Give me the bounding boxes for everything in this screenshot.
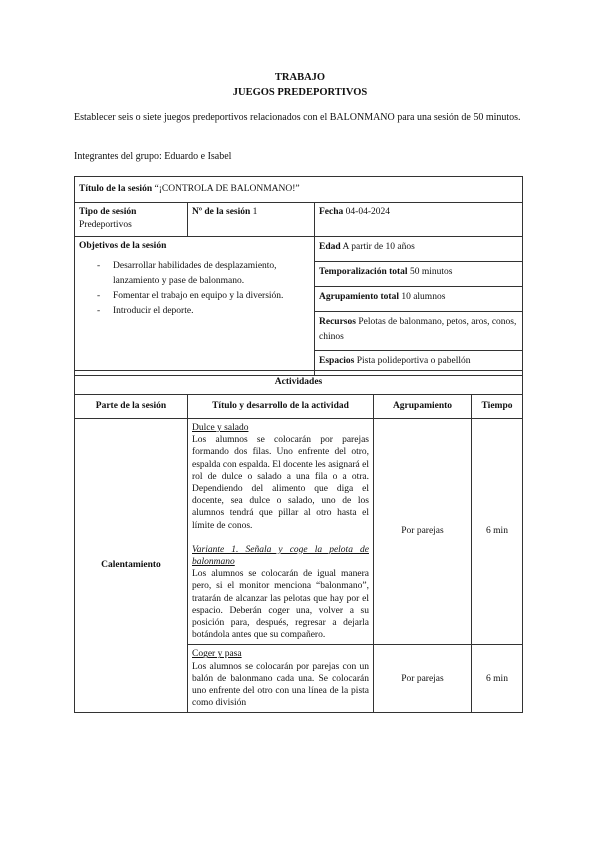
column-header-part: Parte de la sesión bbox=[75, 395, 188, 419]
objectives-list bbox=[79, 259, 310, 319]
document-title: TRABAJO bbox=[274, 72, 326, 83]
activity-cell bbox=[188, 645, 374, 713]
intro-paragraph: Establecer seis o siete juegos predeportivos relacionados con el BALONMANO para una sesión de 50 minutos. bbox=[74, 112, 521, 123]
session-type-value: Predeportivos bbox=[79, 219, 132, 230]
session-number-cell bbox=[188, 203, 315, 237]
activity-variant-description: Los alumnos se colocarán de igual manera pero, si el monitor menciona “balonmano”, tratarán de alcanzar las pelotas que hay por el espacio. Deberán coger una, volver a su posición para, después, regresar a dejarla botándola antes que su compañero. bbox=[192, 569, 369, 641]
session-title-cell bbox=[75, 177, 523, 203]
session-date-cell bbox=[315, 203, 523, 237]
resources-row bbox=[315, 312, 522, 351]
activity-grouping: Por parejas bbox=[374, 419, 472, 645]
activity-description: Los alumnos se colocarán por parejas con un balón de balonmano cada una. Se colocarán uno enfrente del otro con una línea de la pista como división bbox=[192, 661, 369, 709]
activities-heading: Actividades bbox=[274, 377, 323, 388]
objective-item: - Fomentar el trabajo en equipo y la diversión. bbox=[113, 289, 310, 304]
time-label: Temporalización total bbox=[319, 267, 408, 277]
objective-item: - Introducir el deporte. bbox=[113, 304, 310, 319]
document-subtitle: JUEGOS PREDEPORTIVOS bbox=[232, 87, 368, 98]
time-row bbox=[315, 262, 522, 287]
activity-time: 6 min bbox=[472, 419, 523, 645]
activity-title: Dulce y salado bbox=[192, 423, 249, 433]
grouping-row bbox=[315, 287, 522, 312]
resources-label: Recursos bbox=[319, 317, 356, 327]
activity-time: 6 min bbox=[472, 645, 523, 713]
session-title-value: “¡CONTROLA DE BALONMANO!” bbox=[154, 184, 300, 195]
session-part-cell bbox=[75, 419, 188, 713]
session-details-cell bbox=[315, 237, 523, 376]
grouping-value: 10 alumnos bbox=[401, 292, 446, 302]
session-part-label: Calentamiento bbox=[101, 560, 161, 571]
group-members: Integrantes del grupo: Eduardo e Isabel bbox=[74, 151, 232, 162]
session-date-label: Fecha bbox=[319, 207, 344, 217]
activity-title: Coger y pasa bbox=[192, 649, 242, 660]
objectives-label: Objetivos de la sesión bbox=[79, 241, 167, 251]
grouping-label: Agrupamiento total bbox=[319, 292, 399, 302]
activity-grouping: Por parejas bbox=[374, 645, 472, 713]
session-table bbox=[74, 176, 523, 376]
column-header-grouping: Agrupamiento bbox=[374, 395, 472, 419]
objective-item: - Desarrollar habilidades de desplazamiento, lanzamiento y pase de balonmano. bbox=[113, 259, 310, 289]
session-date-value: 04-04-2024 bbox=[345, 207, 390, 217]
activity-description: Los alumnos se colocarán por parejas formando dos filas. Uno enfrente del otro, espalda con espalda. El docente les asignará el rol de dulce o salado a una fila o a otra. Dependiendo del alimento que diga el docente, sea dulce o salado, uno de los alumnos tendrá que pillar al otro hasta el límite de conos. bbox=[192, 435, 369, 531]
time-value: 50 minutos bbox=[409, 267, 453, 277]
session-title-label: Título de la sesión bbox=[79, 184, 153, 195]
age-row bbox=[315, 237, 522, 262]
column-header-activity: Título y desarrollo de la actividad bbox=[188, 395, 374, 419]
session-type-cell bbox=[75, 203, 188, 237]
age-label: Edad bbox=[319, 242, 341, 252]
session-number-value: 1 bbox=[252, 207, 258, 217]
session-type-label: Tipo de sesión bbox=[79, 207, 137, 217]
activities-heading-cell bbox=[75, 371, 523, 395]
age-value: A partir de 10 años bbox=[342, 242, 415, 252]
spaces-label: Espacios bbox=[319, 356, 355, 366]
activity-cell bbox=[188, 419, 374, 645]
session-number-label: Nº de la sesión bbox=[192, 207, 251, 217]
resources-value: Pelotas de balonmano, petos, aros, conos, chinos bbox=[319, 317, 517, 342]
spaces-value: Pista polideportiva o pabellón bbox=[356, 356, 471, 366]
objectives-cell bbox=[75, 237, 315, 376]
activities-table bbox=[74, 370, 523, 713]
column-header-time: Tiempo bbox=[472, 395, 523, 419]
activity-variant-title: Variante 1. Señala y coge la pelota de balonmano bbox=[192, 544, 369, 568]
